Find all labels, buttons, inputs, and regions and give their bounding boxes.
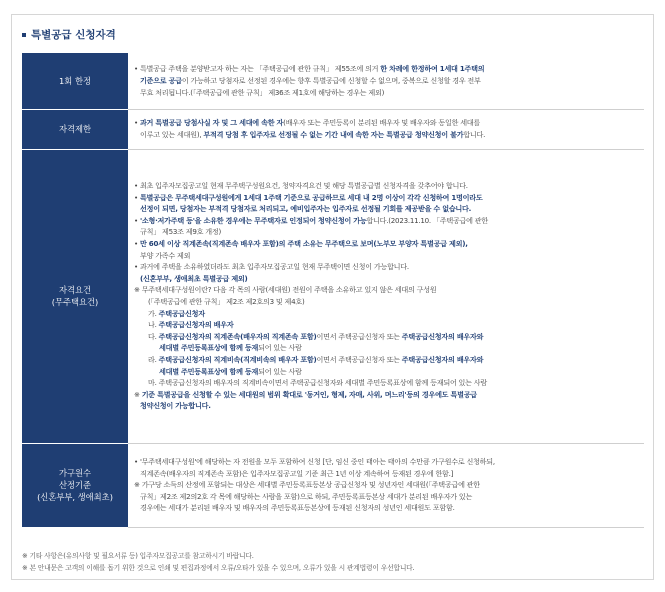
- text-line: [134, 296, 638, 308]
- emphasis-text: 청약신청이 가능합니다.: [140, 401, 211, 411]
- body-text: 이루고 있는 세대원),: [140, 130, 204, 139]
- text-line: [134, 192, 638, 204]
- body-text: 무효 처리됩니다.(「주택공급에 관한 규칙」 제36조 제1호에 해당하는 경우는 제외): [140, 87, 385, 97]
- body-text: 규칙」제2조 제2의2호 각 목에 해당하는 사람을 포함)으로 하되, 주민등록표등본상 세대가 분리된 배우자가 있는: [140, 491, 473, 501]
- table-row-household-count: [22, 443, 644, 527]
- emphasis-text: 부적격 당첨 후 입주자로 선정될 수 없는 기간 내에 속한 자는 특별공급 청약신청이 불가: [203, 130, 464, 139]
- emphasis-text: 한 차례에 한정하여 1세대 1주택의: [380, 64, 485, 74]
- body-text: 라.: [148, 354, 159, 364]
- row-header-requirements: 자격요건 (무주택요건): [22, 149, 128, 443]
- emphasis-text: 주택공급신청자의 배우자와: [401, 331, 484, 341]
- body-text: • 최초 입주자모집공고일 현재 무주택구성원요건, 청약자격요건 및 해당 특별공급별 신청자격을 갖추어야 합니다.: [134, 181, 468, 191]
- text-line: [134, 117, 638, 129]
- text-line: [134, 308, 638, 320]
- body-text: • 특별공급 주택을 분양받고자 하는 자는 「주택공급에 관한 규칙」 제55조에 의거: [134, 64, 381, 74]
- body-text: ※: [134, 389, 142, 399]
- section-title-wrap: [22, 27, 116, 42]
- footnote: ※ 기타 사항은(유의사항 및 필요서류 등) 입주자모집공고를 참고하시기 바랍니다.: [22, 552, 254, 560]
- body-text: 경우에는 세대가 분리된 배우자 및 배우자의 주민등록표등본상에 등재된 신청자의 성년인 세대원도 포함함.: [140, 503, 455, 513]
- emphasis-text: '소형·저가주택 등'을 소유한 경우에는 무주택자로 인정되어 청약신청이 가능: [139, 215, 367, 225]
- text-line: [134, 342, 638, 354]
- emphasis-text: 주택공급신청자의 배우자와: [401, 354, 484, 364]
- body-text: 합니다.: [463, 130, 486, 139]
- emphasis-text: 기준으로 공급: [140, 75, 182, 85]
- text-line: [134, 226, 638, 238]
- text-line: [134, 479, 638, 491]
- body-text: • 과거에 주택을 소유하였더라도 최초 입주자모집공고일 현재 무주택이면 신청이 가능합니다.: [134, 262, 409, 272]
- body-text: 가.: [148, 308, 159, 318]
- body-text: 이 가능하고 당첨자로 선정된 경우에는 향후 특별공급에 신청할 수 없으며, 중복으로 신청할 경우 전부: [181, 75, 481, 85]
- text-line: [134, 238, 638, 250]
- emphasis-text: 만 60세 이상 직계존속(직계존속 배우자 포함)의 주택 소유는 무주택으로 보며(노부모 부양자 특별공급 제외),: [139, 239, 468, 249]
- body-text: 되어 있는 사람: [258, 343, 302, 353]
- square-bullet-icon: [22, 33, 26, 37]
- body-text: •: [134, 192, 140, 202]
- emphasis-text: 주택공급신청자의 직계존속(배우자의 직계존속 포함): [158, 331, 317, 341]
- text-line: [134, 203, 638, 215]
- body-text: 다.: [148, 331, 159, 341]
- emphasis-text: 특별공급은 무주택세대구성원에게 1세대 1주택 기준으로 공급하므로 세대 내 2명 이상이 각각 신청하여 1명이라도: [139, 192, 483, 202]
- emphasis-text: (신혼부부, 생애최초 특별공급 제외): [140, 273, 248, 283]
- table-row-one-time: [22, 53, 644, 109]
- text-line: [134, 319, 638, 331]
- body-text: 마. 주택공급신청자의 배우자의 직계비속이면서 주택공급신청자와 세대별 주민등록표상에 함께 등재되어 있는 사람: [148, 378, 487, 388]
- eligibility-table: [22, 53, 644, 528]
- body-text: ※ 가구당 소득의 산정에 포함되는 대상은 세대별 주민등록표등본상 공급신청자 및 성년자인 세대원(「주택공급에 관한: [134, 480, 480, 490]
- text-line: [134, 331, 638, 343]
- text-line: [134, 250, 638, 262]
- text-line: [134, 502, 638, 514]
- body-text: 합니다.(2023.11.10. 「주택공급에 관한: [366, 215, 488, 225]
- emphasis-text: 주택공급신청자의 배우자: [158, 320, 234, 330]
- row-content-one-time: [128, 53, 644, 109]
- body-text: 되어 있는 사람: [258, 366, 302, 376]
- emphasis-text: 주택공급신청자: [158, 308, 205, 318]
- text-line: [134, 366, 638, 378]
- row-content-requirements: [128, 149, 644, 443]
- body-text: 이면서 주택공급신청자 또는: [316, 331, 402, 341]
- emphasis-text: 과거 특별공급 당첨사실 자 및 그 세대에 속한 자: [139, 118, 284, 128]
- body-text: 부양 가족수 제외: [140, 250, 191, 260]
- text-line: [134, 180, 638, 192]
- emphasis-text: 주택공급신청자의 직계비속(직계비속의 배우자 포함): [158, 354, 317, 364]
- text-line: [134, 129, 638, 141]
- body-text: • '무주택세대구성원'에 해당하는 자 전원을 모두 포함하여 신청 [단, 임신 중인 태아는 태아의 수만큼 가구원수로 신청하되,: [134, 457, 495, 467]
- emphasis-text: 세대별 주민등록표상에 함께 등재: [159, 366, 259, 376]
- emphasis-text: 선정이 되면, 당첨자는 부적격 당첨자로 처리되고, 예비입주자는 입주자로 선정될 기회를 제공받을 수 없습니다.: [140, 204, 472, 214]
- section-title: 특별공급 신청자격: [31, 29, 116, 41]
- body-text: 규칙」 제53조 제9호 개정): [140, 227, 221, 237]
- body-text: •: [134, 239, 140, 249]
- table-row-restriction: [22, 109, 644, 149]
- text-line: [134, 284, 638, 296]
- row-header-one-time: 1회 한정: [22, 53, 128, 109]
- row-content-household-count: [128, 443, 644, 527]
- footnote: ※ 본 안내문은 고객의 이해를 돕기 위한 것으로 인쇄 및 편집과정에서 오류/오타가 있을 수 있으며, 오류가 있을 시 관계법령이 우선합니다.: [22, 564, 415, 572]
- eligibility-panel: [11, 14, 654, 580]
- text-line: [134, 273, 638, 285]
- footnotes: [22, 550, 415, 574]
- body-text: 이면서 주택공급신청자 또는: [316, 354, 402, 364]
- text-line: [134, 468, 638, 480]
- row-header-household-count: 가구원수 산정기준 (신혼부부, 생애최초): [22, 443, 128, 527]
- text-line: [134, 491, 638, 503]
- body-text: 직계존속(배우자의 직계존속 포함)은 입주자모집공고일 기준 최근 1년 이상 계속하여 등재된 경우에 한함.]: [140, 468, 454, 478]
- emphasis-text: 기준 특별공급을 신청할 수 있는 세대원의 범위 확대로 '동거인, 형제, 자매, 사위, 며느리'등의 경우에도 특별공급: [141, 389, 477, 399]
- body-text: •: [134, 215, 140, 225]
- body-text: (「주택공급에 관한 규칙」 제2조 제2호의3 및 제4호): [148, 297, 305, 306]
- emphasis-text: 세대별 주민등록표상에 함께 등재: [159, 343, 259, 353]
- text-line: [134, 261, 638, 273]
- text-line: [134, 456, 638, 468]
- row-content-restriction: [128, 109, 644, 149]
- text-line: [134, 400, 638, 412]
- text-line: [134, 389, 638, 401]
- table-row-requirements: [22, 149, 644, 443]
- text-line: [134, 215, 638, 227]
- text-line: [134, 75, 638, 87]
- row-header-restriction: 자격제한: [22, 109, 128, 149]
- body-text: •: [134, 118, 140, 128]
- text-line: [134, 63, 638, 75]
- text-line: [134, 87, 638, 99]
- text-line: [134, 354, 638, 366]
- text-line: [134, 377, 638, 389]
- body-text: (배우자 또는 주민등록이 분리된 배우자 및 배우자와 동일한 세대를: [283, 118, 480, 128]
- body-text: ※ 무주택세대구성원이란? 다음 각 목의 사람(세대원) 전원이 주택을 소유하고 있지 않은 세대의 구성원: [134, 285, 437, 295]
- body-text: 나.: [148, 320, 159, 330]
